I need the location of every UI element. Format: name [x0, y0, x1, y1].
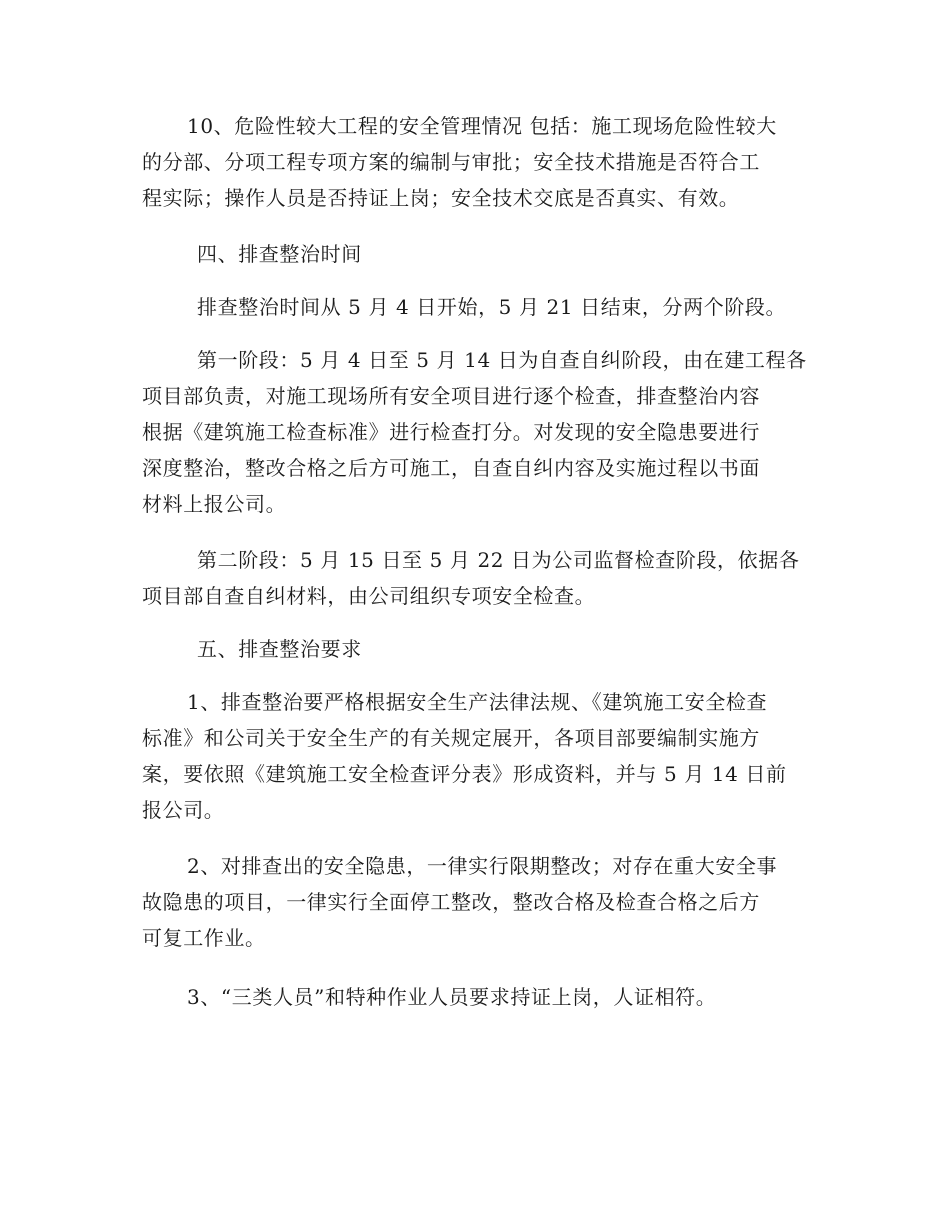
- text-line: 根据《建筑施工检查标准》进行检查打分。对发现的安全隐患要进行: [142, 420, 760, 444]
- heading-text: 五、排查整治要求: [197, 637, 362, 661]
- text-line: 故隐患的项目，一律实行全面停工整改，整改合格及检查合格之后方: [142, 890, 760, 914]
- text-line: 项目部自查自纠材料，由公司组织专项安全检查。: [142, 584, 596, 608]
- text-line: 案，要依照《建筑施工安全检查评分表》形成资料，并与 5 月 14 日前: [142, 762, 787, 786]
- text-line: 排查整治时间从 5 月 4 日开始，5 月 21 日结束，分两个阶段。: [197, 295, 787, 319]
- heading-text: 四、排查整治时间: [197, 242, 362, 266]
- text-line: 2、对排查出的安全隐患，一律实行限期整改；对存在重大安全事: [187, 854, 778, 878]
- text-line: 标准》和公司关于安全生产的有关规定展开，各项目部要编制实施方: [142, 726, 760, 750]
- text-line: 程实际；操作人员是否持证上岗；安全技术交底是否真实、有效。: [142, 186, 740, 210]
- text-line: 深度整治，整改合格之后方可施工，自查自纠内容及实施过程以书面: [142, 456, 760, 480]
- text-line: 第一阶段：5 月 4 日至 5 月 14 日为自查自纠阶段，由在建工程各: [197, 348, 807, 372]
- text-line: 3、“三类人员”和特种作业人员要求持证上岗，人证相符。: [187, 985, 717, 1009]
- text-line: 项目部负责，对施工现场所有安全项目进行逐个检查，排查整治内容: [142, 384, 760, 408]
- text-line: 第二阶段：5 月 15 日至 5 月 22 日为公司监督检查阶段，依据各: [197, 548, 800, 572]
- text-line: 的分部、分项工程专项方案的编制与审批；安全技术措施是否符合工: [142, 150, 760, 174]
- text-line: 1、排查整治要严格根据安全生产法律法规、《建筑施工安全检查: [187, 690, 768, 714]
- text-line: 报公司。: [142, 798, 225, 822]
- text-line: 可复工作业。: [142, 926, 266, 950]
- text-line: 10、危险性较大工程的安全管理情况 包括：施工现场危险性较大: [187, 114, 777, 138]
- text-line: 材料上报公司。: [142, 492, 287, 516]
